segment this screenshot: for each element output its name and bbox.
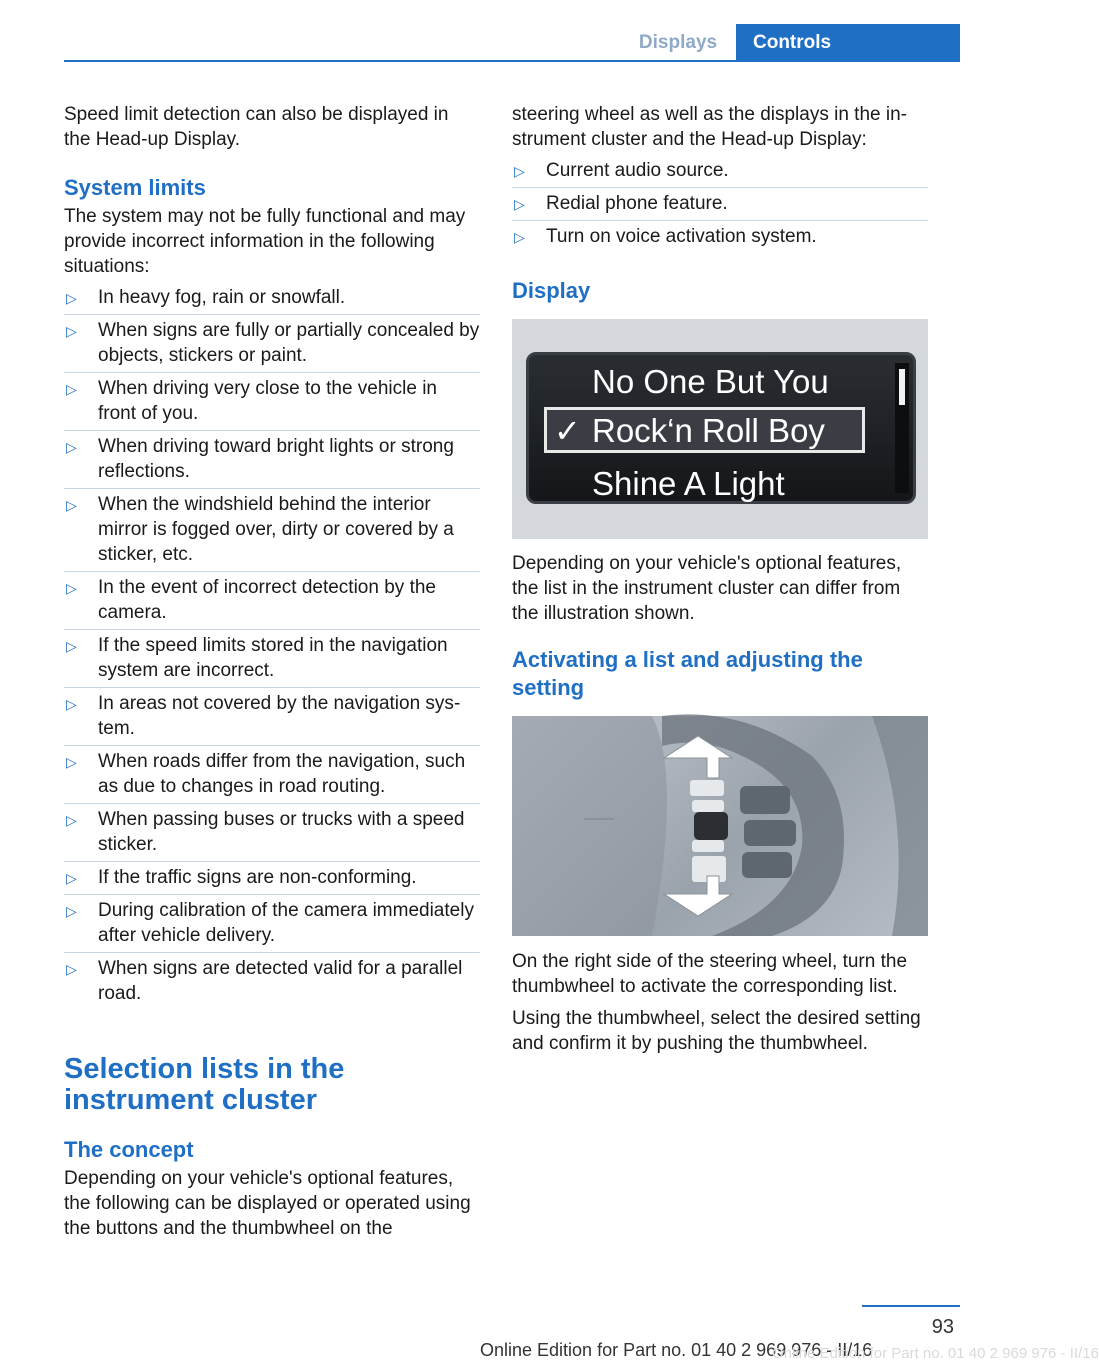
list-item [64,572,480,630]
selection-lists-heading: Selection lists in the instrument cluster [64,1053,345,1116]
right-column [512,102,928,1063]
list-item-text: When roads differ from the navigation, such as due to changes in road routing. [98,751,466,797]
system-limits-list [64,282,480,1010]
page-number: 93 [931,1316,954,1338]
triangle-bullet-icon: ▷ [66,580,77,596]
continued-paragraph: steering wheel as well as the displays in the instrument cluster and the Head-up Display: [512,104,907,150]
triangle-bullet-icon: ▷ [66,903,77,919]
header-rule [64,60,960,62]
left-column [64,102,480,1248]
list-item-text: Current audio source. [546,160,729,181]
triangle-bullet-icon: ▷ [66,696,77,712]
list-item [64,688,480,746]
display-heading: Display [512,278,591,303]
list-item-text: When driving toward bright lights or strong reflections. [98,436,454,482]
list-item [64,431,480,489]
triangle-bullet-icon: ▷ [66,638,77,654]
steering-wheel-illustration [512,716,928,936]
triangle-bullet-icon: ▷ [66,290,77,306]
triangle-bullet-icon: ▷ [514,229,525,245]
triangle-bullet-icon: ▷ [514,196,525,212]
triangle-bullet-icon: ▷ [66,381,77,397]
triangle-bullet-icon: ▷ [66,754,77,770]
triangle-bullet-icon: ▷ [66,961,77,977]
list-item-text: Redial phone feature. [546,193,728,214]
concept-heading: The concept [64,1137,194,1162]
display-illustration [512,319,928,539]
activating-text-1: On the right side of the steering wheel, turn the thumbwheel to activate the corresponding list. [512,951,908,997]
list-item [64,862,480,895]
list-item [64,315,480,373]
list-item-text: If the speed limits stored in the navigation system are incorrect. [98,635,448,681]
activating-text-2: Using the thumbwheel, select the desired setting and confirm it by pushing the thumbwheel. [512,1008,921,1054]
intro-paragraph: Speed limit detection can also be displayed in the Head-up Display. [64,104,449,150]
list-item [64,804,480,862]
menu-item: No One But You [592,363,829,400]
concept-text: Depending on your vehicle's optional features, the following can be displayed or operated using the buttons and the thumbwheel on the [64,1168,471,1239]
menu-item-selected: Rock‘n Roll Boy [592,412,825,449]
list-item [512,221,928,253]
triangle-bullet-icon: ▷ [66,870,77,886]
list-item [64,630,480,688]
activating-heading: Activating a list and adjusting the setting [512,647,863,700]
list-item [64,953,480,1010]
list-item [64,895,480,953]
system-limits-text: The system may not be fully functional and may provide incorrect information in the following situations: [64,206,466,277]
list-item-text: When the windshield behind the interior mirror is fogged over, dirty or covered by a sticker, etc. [98,494,454,565]
triangle-bullet-icon: ▷ [66,439,77,455]
list-item [64,282,480,315]
list-item-text: When passing buses or trucks with a speed sticker. [98,809,465,855]
list-item [64,373,480,431]
triangle-bullet-icon: ▷ [66,323,77,339]
list-item-text: If the traffic signs are non-conforming. [98,867,417,888]
watermark: Online Edition for Part no. 01 40 2 969 976 - II/16 [772,1345,1099,1362]
header-tab-controls[interactable]: Controls [736,24,960,62]
list-item-text: When signs are fully or partially concealed by objects, stickers or paint. [98,320,480,366]
scrollbar-thumb [899,369,905,405]
list-item [64,489,480,572]
triangle-bullet-icon: ▷ [514,163,525,179]
list-item-text: In areas not covered by the navigation system. [98,693,461,739]
list-item-text: When driving very close to the vehicle in front of you. [98,378,437,424]
header-tab-displays[interactable]: Displays [638,32,718,53]
system-limits-heading: System limits [64,175,206,200]
list-item-text: When signs are detected valid for a parallel road. [98,958,463,1004]
triangle-bullet-icon: ▷ [66,812,77,828]
triangle-bullet-icon: ▷ [66,497,77,513]
list-item-text: In the event of incorrect detection by the camera. [98,577,436,623]
display-text: Depending on your vehicle's optional features, the list in the instrument cluster can differ from the illustration shown. [512,553,902,624]
list-item-text: Turn on voice activation system. [546,226,817,247]
list-item-text: In heavy fog, rain or snowfall. [98,287,346,308]
list-item [512,155,928,188]
list-item [512,188,928,221]
checkmark-icon: ✓ [554,413,581,449]
list-item [64,746,480,804]
menu-item: Shine A Light [592,465,785,502]
concept-list [512,155,928,253]
edition-text: Online Edition for Part no. 01 40 2 969 976 - II/16 [480,1340,873,1360]
footer-rule [862,1305,960,1307]
list-item-text: During calibration of the camera immediately after vehicle delivery. [98,900,474,946]
steering-wheel-image [512,716,928,936]
